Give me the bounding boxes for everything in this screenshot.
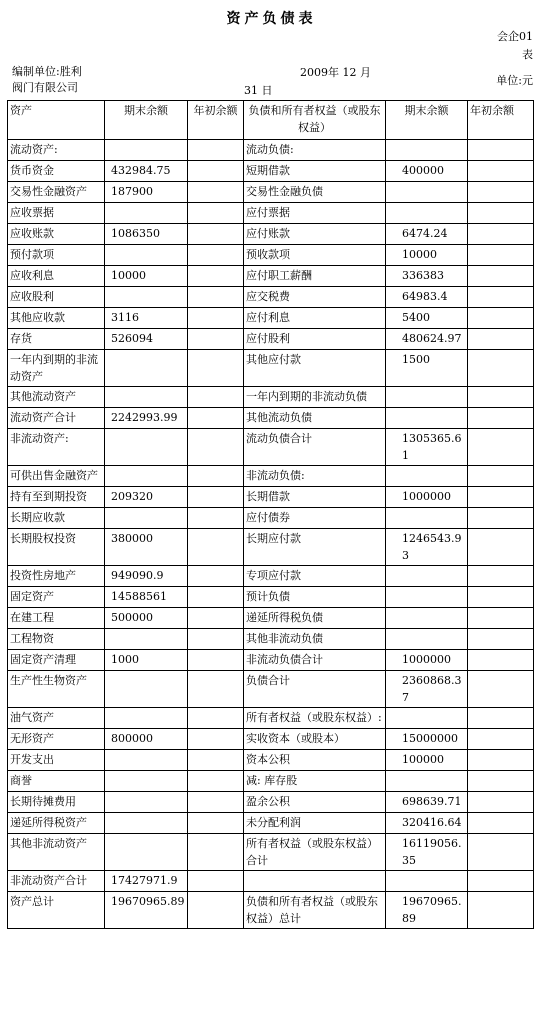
asset-closing-balance [105, 771, 188, 792]
asset-item: 应收账款 [8, 224, 105, 245]
liability-closing-balance: 16119056.35 [386, 834, 468, 871]
table-row [8, 771, 534, 792]
liability-item: 盈余公积 [244, 792, 386, 813]
liability-opening-balance [468, 308, 534, 329]
table-row [8, 834, 534, 871]
asset-item: 长期待摊费用 [8, 792, 105, 813]
liability-item: 应付利息 [244, 308, 386, 329]
asset-closing-balance [105, 466, 188, 487]
liability-opening-balance [468, 750, 534, 771]
liability-closing-balance: 1000000 [386, 650, 468, 671]
asset-closing-balance [105, 671, 188, 708]
asset-opening-balance [188, 203, 244, 224]
table-row [8, 408, 534, 429]
liability-opening-balance [468, 466, 534, 487]
asset-closing-balance: 1000 [105, 650, 188, 671]
asset-item: 存货 [8, 329, 105, 350]
table-row [8, 203, 534, 224]
liability-item: 流动负债: [244, 140, 386, 161]
liability-item: 交易性金融负债 [244, 182, 386, 203]
liability-closing-balance: 480624.97 [386, 329, 468, 350]
form-code-line-1: 会企01 [497, 30, 533, 43]
asset-closing-balance: 19670965.89 [105, 892, 188, 929]
liability-closing-balance [386, 387, 468, 408]
liability-item: 应付职工薪酬 [244, 266, 386, 287]
liability-opening-balance [468, 508, 534, 529]
liability-item: 预收款项 [244, 245, 386, 266]
liability-item: 一年内到期的非流动负债 [244, 387, 386, 408]
asset-opening-balance [188, 245, 244, 266]
asset-opening-balance [188, 750, 244, 771]
asset-opening-balance [188, 608, 244, 629]
asset-opening-balance [188, 671, 244, 708]
asset-item: 固定资产 [8, 587, 105, 608]
asset-item: 长期应收款 [8, 508, 105, 529]
liability-opening-balance [468, 329, 534, 350]
table-row [8, 308, 534, 329]
asset-opening-balance [188, 650, 244, 671]
preparing-unit [12, 64, 122, 96]
preparing-unit-line-1: 编制单位:胜利 [12, 65, 82, 78]
liability-closing-balance [386, 587, 468, 608]
asset-item: 交易性金融资产 [8, 182, 105, 203]
asset-opening-balance [188, 834, 244, 871]
liability-opening-balance [468, 429, 534, 466]
liability-closing-balance: 400000 [386, 161, 468, 182]
table-row [8, 813, 534, 834]
liability-closing-balance [386, 871, 468, 892]
table-row [8, 245, 534, 266]
liability-closing-balance [386, 771, 468, 792]
liability-closing-balance [386, 566, 468, 587]
liability-closing-balance [386, 708, 468, 729]
asset-closing-balance [105, 708, 188, 729]
liability-closing-balance: 10000 [386, 245, 468, 266]
liability-item: 流动负债合计 [244, 429, 386, 466]
asset-item: 非流动资产合计 [8, 871, 105, 892]
liability-opening-balance [468, 224, 534, 245]
asset-item: 应收票据 [8, 203, 105, 224]
liability-opening-balance [468, 871, 534, 892]
table-row [8, 387, 534, 408]
liability-item [244, 871, 386, 892]
asset-closing-balance: 14588561 [105, 587, 188, 608]
asset-opening-balance [188, 729, 244, 750]
asset-opening-balance [188, 871, 244, 892]
asset-closing-balance: 17427971.9 [105, 871, 188, 892]
asset-closing-balance: 10000 [105, 266, 188, 287]
asset-closing-balance [105, 203, 188, 224]
asset-item: 货币资金 [8, 161, 105, 182]
asset-opening-balance [188, 508, 244, 529]
column-header: 年初余额 [468, 101, 534, 140]
asset-opening-balance [188, 487, 244, 508]
table-row [8, 792, 534, 813]
liability-opening-balance [468, 245, 534, 266]
table-row [8, 529, 534, 566]
liability-closing-balance: 336383 [386, 266, 468, 287]
asset-item: 固定资产清理 [8, 650, 105, 671]
asset-item: 流动资产: [8, 140, 105, 161]
asset-item: 长期股权投资 [8, 529, 105, 566]
liability-item: 应交税费 [244, 287, 386, 308]
liability-opening-balance [468, 587, 534, 608]
asset-item: 生产性生物资产 [8, 671, 105, 708]
liability-item: 资本公积 [244, 750, 386, 771]
asset-opening-balance [188, 629, 244, 650]
liability-closing-balance [386, 466, 468, 487]
asset-item: 油气资产 [8, 708, 105, 729]
liability-closing-balance: 19670965.89 [386, 892, 468, 929]
asset-closing-balance [105, 750, 188, 771]
table-row [8, 429, 534, 466]
asset-item: 商誉 [8, 771, 105, 792]
table-row [8, 608, 534, 629]
liability-item: 实收资本（或股本） [244, 729, 386, 750]
liability-opening-balance [468, 792, 534, 813]
liability-closing-balance: 6474.24 [386, 224, 468, 245]
liability-opening-balance [468, 387, 534, 408]
liability-opening-balance [468, 203, 534, 224]
asset-closing-balance: 949090.9 [105, 566, 188, 587]
table-row [8, 587, 534, 608]
liability-opening-balance [468, 629, 534, 650]
asset-item: 预付款项 [8, 245, 105, 266]
report-date-line-2: 31 日 [244, 84, 273, 97]
liability-opening-balance [468, 350, 534, 387]
asset-opening-balance [188, 792, 244, 813]
asset-closing-balance: 432984.75 [105, 161, 188, 182]
column-header: 资产 [8, 101, 105, 140]
liability-opening-balance [468, 771, 534, 792]
liability-closing-balance: 320416.64 [386, 813, 468, 834]
table-row [8, 508, 534, 529]
liability-item: 专项应付款 [244, 566, 386, 587]
liability-closing-balance [386, 203, 468, 224]
report-date-line-1: 2009年 12 月 [300, 66, 371, 79]
asset-closing-balance: 2242993.99 [105, 408, 188, 429]
asset-item: 持有至到期投资 [8, 487, 105, 508]
asset-item: 可供出售金融资产 [8, 466, 105, 487]
asset-closing-balance [105, 629, 188, 650]
liability-opening-balance [468, 708, 534, 729]
table-row [8, 650, 534, 671]
asset-opening-balance [188, 813, 244, 834]
asset-closing-balance: 187900 [105, 182, 188, 203]
table-row [8, 566, 534, 587]
column-header: 负债和所有者权益（或股东权益） [244, 101, 386, 140]
liability-item: 所有者权益（或股东权益）合计 [244, 834, 386, 871]
asset-item: 在建工程 [8, 608, 105, 629]
asset-closing-balance [105, 508, 188, 529]
table-row [8, 750, 534, 771]
table-row [8, 287, 534, 308]
asset-closing-balance: 209320 [105, 487, 188, 508]
asset-closing-balance: 800000 [105, 729, 188, 750]
liability-opening-balance [468, 892, 534, 929]
asset-opening-balance [188, 350, 244, 387]
liability-opening-balance [468, 566, 534, 587]
table-row [8, 729, 534, 750]
asset-item: 流动资产合计 [8, 408, 105, 429]
liability-item: 应付票据 [244, 203, 386, 224]
asset-opening-balance [188, 182, 244, 203]
table-row [8, 466, 534, 487]
asset-opening-balance [188, 429, 244, 466]
asset-item: 递延所得税资产 [8, 813, 105, 834]
liability-opening-balance [468, 729, 534, 750]
report-date [244, 64, 414, 100]
table-row [8, 350, 534, 387]
asset-item: 应收利息 [8, 266, 105, 287]
asset-closing-balance: 380000 [105, 529, 188, 566]
asset-opening-balance [188, 329, 244, 350]
asset-opening-balance [188, 708, 244, 729]
asset-item: 资产总计 [8, 892, 105, 929]
table-header-row [8, 101, 534, 140]
table-row [8, 892, 534, 929]
liability-opening-balance [468, 266, 534, 287]
asset-closing-balance: 500000 [105, 608, 188, 629]
table-row [8, 161, 534, 182]
liability-item: 负债和所有者权益（或股东权益）总计 [244, 892, 386, 929]
form-code-line-2: 表 [522, 48, 533, 61]
liability-item: 负债合计 [244, 671, 386, 708]
liability-closing-balance: 5400 [386, 308, 468, 329]
asset-closing-balance: 1086350 [105, 224, 188, 245]
liability-opening-balance [468, 671, 534, 708]
liability-opening-balance [468, 834, 534, 871]
liability-opening-balance [468, 813, 534, 834]
asset-closing-balance [105, 813, 188, 834]
liability-opening-balance [468, 182, 534, 203]
asset-closing-balance [105, 792, 188, 813]
asset-item: 应收股利 [8, 287, 105, 308]
liability-closing-balance: 1305365.61 [386, 429, 468, 466]
asset-item: 开发支出 [8, 750, 105, 771]
liability-closing-balance: 2360868.37 [386, 671, 468, 708]
liability-closing-balance: 1500 [386, 350, 468, 387]
asset-opening-balance [188, 587, 244, 608]
asset-closing-balance: 3116 [105, 308, 188, 329]
liability-item: 应付股利 [244, 329, 386, 350]
liability-closing-balance: 1000000 [386, 487, 468, 508]
asset-opening-balance [188, 771, 244, 792]
liability-item: 应付账款 [244, 224, 386, 245]
asset-opening-balance [188, 287, 244, 308]
table-row [8, 140, 534, 161]
liability-item: 其他应付款 [244, 350, 386, 387]
liability-item: 短期借款 [244, 161, 386, 182]
asset-opening-balance [188, 529, 244, 566]
liability-opening-balance [468, 161, 534, 182]
liability-opening-balance [468, 287, 534, 308]
asset-opening-balance [188, 387, 244, 408]
liability-opening-balance [468, 529, 534, 566]
table-row [8, 329, 534, 350]
asset-opening-balance [188, 308, 244, 329]
table-row [8, 871, 534, 892]
liability-closing-balance: 64983.4 [386, 287, 468, 308]
liability-closing-balance [386, 508, 468, 529]
liability-closing-balance [386, 408, 468, 429]
column-header: 年初余额 [188, 101, 244, 140]
liability-closing-balance [386, 629, 468, 650]
asset-opening-balance [188, 224, 244, 245]
asset-opening-balance [188, 408, 244, 429]
liability-item: 减: 库存股 [244, 771, 386, 792]
preparing-unit-line-2: 阀门有限公司 [12, 81, 78, 94]
liability-closing-balance: 1246543.93 [386, 529, 468, 566]
liability-item: 非流动负债: [244, 466, 386, 487]
table-row [8, 224, 534, 245]
asset-item: 投资性房地产 [8, 566, 105, 587]
asset-item: 其他流动资产 [8, 387, 105, 408]
liability-closing-balance [386, 140, 468, 161]
liability-item: 非流动负债合计 [244, 650, 386, 671]
liability-item: 递延所得税负债 [244, 608, 386, 629]
asset-item: 一年内到期的非流动资产 [8, 350, 105, 387]
liability-item: 长期借款 [244, 487, 386, 508]
asset-opening-balance [188, 140, 244, 161]
table-row [8, 708, 534, 729]
liability-opening-balance [468, 487, 534, 508]
asset-closing-balance [105, 287, 188, 308]
liability-item: 其他非流动负债 [244, 629, 386, 650]
liability-item: 未分配利润 [244, 813, 386, 834]
table-row [8, 629, 534, 650]
liability-item: 所有者权益（或股东权益）: [244, 708, 386, 729]
asset-opening-balance [188, 566, 244, 587]
asset-item: 工程物资 [8, 629, 105, 650]
liability-item: 预计负债 [244, 587, 386, 608]
asset-item: 其他应收款 [8, 308, 105, 329]
table-row [8, 671, 534, 708]
liability-opening-balance [468, 140, 534, 161]
asset-closing-balance [105, 140, 188, 161]
asset-opening-balance [188, 892, 244, 929]
liability-opening-balance [468, 608, 534, 629]
liability-item: 其他流动负债 [244, 408, 386, 429]
liability-opening-balance [468, 650, 534, 671]
column-header: 期末余额 [386, 101, 468, 140]
asset-closing-balance [105, 350, 188, 387]
asset-closing-balance: 526094 [105, 329, 188, 350]
liability-item: 长期应付款 [244, 529, 386, 566]
table-row [8, 487, 534, 508]
liability-closing-balance: 698639.71 [386, 792, 468, 813]
asset-closing-balance [105, 245, 188, 266]
asset-opening-balance [188, 466, 244, 487]
liability-closing-balance [386, 608, 468, 629]
form-code [473, 28, 533, 64]
liability-item: 应付债券 [244, 508, 386, 529]
asset-closing-balance [105, 429, 188, 466]
table-row [8, 266, 534, 287]
balance-sheet-table [7, 100, 534, 929]
asset-opening-balance [188, 161, 244, 182]
liability-closing-balance: 15000000 [386, 729, 468, 750]
asset-closing-balance [105, 834, 188, 871]
money-unit: 单位:元 [496, 74, 533, 87]
asset-opening-balance [188, 266, 244, 287]
liability-closing-balance: 100000 [386, 750, 468, 771]
asset-closing-balance [105, 387, 188, 408]
asset-item: 其他非流动资产 [8, 834, 105, 871]
table-row [8, 182, 534, 203]
page-title: 资产负债表 [226, 11, 317, 27]
liability-closing-balance [386, 182, 468, 203]
liability-opening-balance [468, 408, 534, 429]
column-header: 期末余额 [105, 101, 188, 140]
asset-item: 无形资产 [8, 729, 105, 750]
asset-item: 非流动资产: [8, 429, 105, 466]
